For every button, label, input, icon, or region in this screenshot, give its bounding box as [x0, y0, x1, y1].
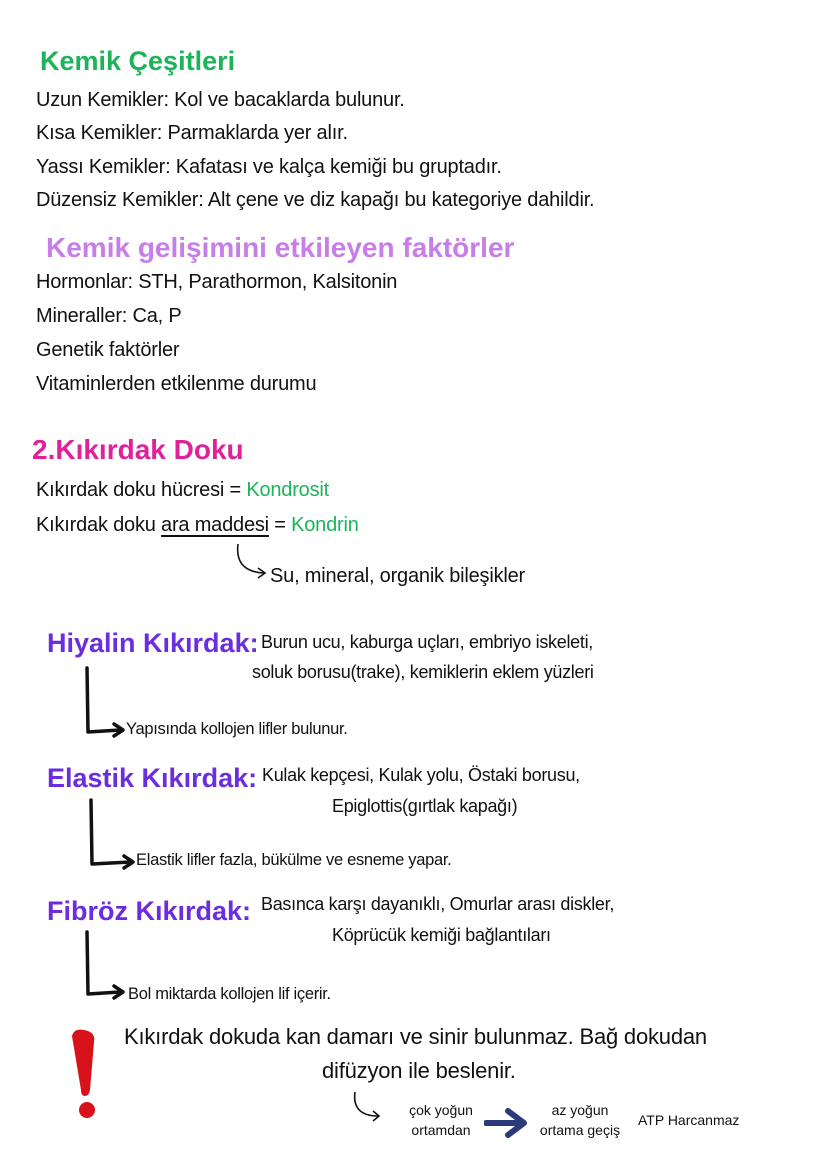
fibroz-desc-1: Basınca karşı dayanıklı, Omurlar arası diskler,: [261, 894, 615, 914]
uyari-to-line-1: az yoğun: [551, 1102, 609, 1118]
elastik-desc-2: Epiglottis(gırtlak kapağı): [332, 796, 518, 816]
uyari-line-1: Kıkırdak dokuda kan damarı ve sinir bulunmaz. Bağ dokudan: [124, 1024, 707, 1049]
kikirdak-ara-line: [36, 514, 359, 537]
elastik-desc-1: Kulak kepçesi, Kulak yolu, Östaki borusu,: [262, 765, 580, 785]
exclamation-icon: [64, 1026, 114, 1122]
uyari-from-line-2: ortamdan: [411, 1122, 471, 1138]
difuzyon-curved-arrow-icon: [350, 1090, 386, 1126]
uyari-to: [530, 1100, 630, 1140]
hiyalin-desc-2: soluk borusu(trake), kemiklerin eklem yüzleri: [252, 662, 594, 682]
fibroz-title: Fibröz Kıkırdak:: [47, 896, 252, 926]
kikirdak-ara-prefix: Kıkırdak doku: [36, 514, 162, 536]
kikirdak-title: 2.Kıkırdak Doku: [32, 434, 244, 465]
uyari-from: [396, 1100, 486, 1140]
kemik-line-1: Uzun Kemikler: Kol ve bacaklarda bulunur.: [36, 89, 405, 111]
kemik-line-2: Kısa Kemikler: Parmaklarda yer alır.: [36, 122, 348, 144]
kikirdak-hucre-label: Kıkırdak doku hücresi =: [36, 479, 247, 501]
kikirdak-ara-eq: =: [268, 514, 292, 536]
kikirdak-hucre-value: Kondrosit: [246, 479, 330, 501]
kikirdak-ara-detail: Su, mineral, organik bileşikler: [270, 565, 526, 587]
elastik-arrow-icon: [84, 796, 140, 874]
elastik-title: Elastik Kıkırdak:: [47, 763, 258, 793]
uyari-line-2: difüzyon ile beslenir.: [322, 1058, 516, 1083]
kemik-line-3: Yassı Kemikler: Kafatası ve kalça kemiği bu gruptadır.: [36, 156, 502, 178]
hiyalin-arrow-icon: [80, 664, 130, 742]
uyari-atp: ATP Harcanmaz: [638, 1112, 740, 1128]
right-arrow-icon: [484, 1106, 530, 1140]
hiyalin-title: Hiyalin Kıkırdak:: [47, 628, 259, 658]
kemik-line-4: Düzensiz Kemikler: Alt çene ve diz kapağı bu kategoriye dahildir.: [36, 189, 595, 211]
kikirdak-ara-underlined: ara maddesi: [161, 514, 269, 536]
gelisim-line-4: Vitaminlerden etkilenme durumu: [36, 373, 317, 395]
uyari-to-line-2: ortama geçiş: [539, 1122, 621, 1138]
uyari-from-line-1: çok yoğun: [409, 1102, 473, 1118]
curved-arrow-icon: [232, 542, 272, 582]
gelisim-line-3: Genetik faktörler: [36, 339, 180, 361]
hiyalin-note: Yapısında kollojen lifler bulunur.: [126, 720, 348, 738]
kikirdak-ara-value: Kondrin: [291, 514, 359, 536]
hiyalin-desc-1: Burun ucu, kaburga uçları, embriyo iskeleti,: [261, 632, 593, 652]
gelisim-line-2: Mineraller: Ca, P: [36, 305, 182, 327]
kemik-gelisimi-title: Kemik gelişimini etkileyen faktörler: [46, 232, 515, 263]
gelisim-line-1: Hormonlar: STH, Parathormon, Kalsitonin: [36, 271, 398, 293]
fibroz-desc-2: Köprücük kemiği bağlantıları: [332, 925, 551, 945]
kikirdak-hucre-line: [36, 479, 329, 502]
kemik-cesitleri-title: Kemik Çeşitleri: [40, 46, 236, 76]
fibroz-note: Bol miktarda kollojen lif içerir.: [128, 985, 331, 1003]
elastik-note: Elastik lifler fazla, bükülme ve esneme yapar.: [136, 851, 452, 869]
